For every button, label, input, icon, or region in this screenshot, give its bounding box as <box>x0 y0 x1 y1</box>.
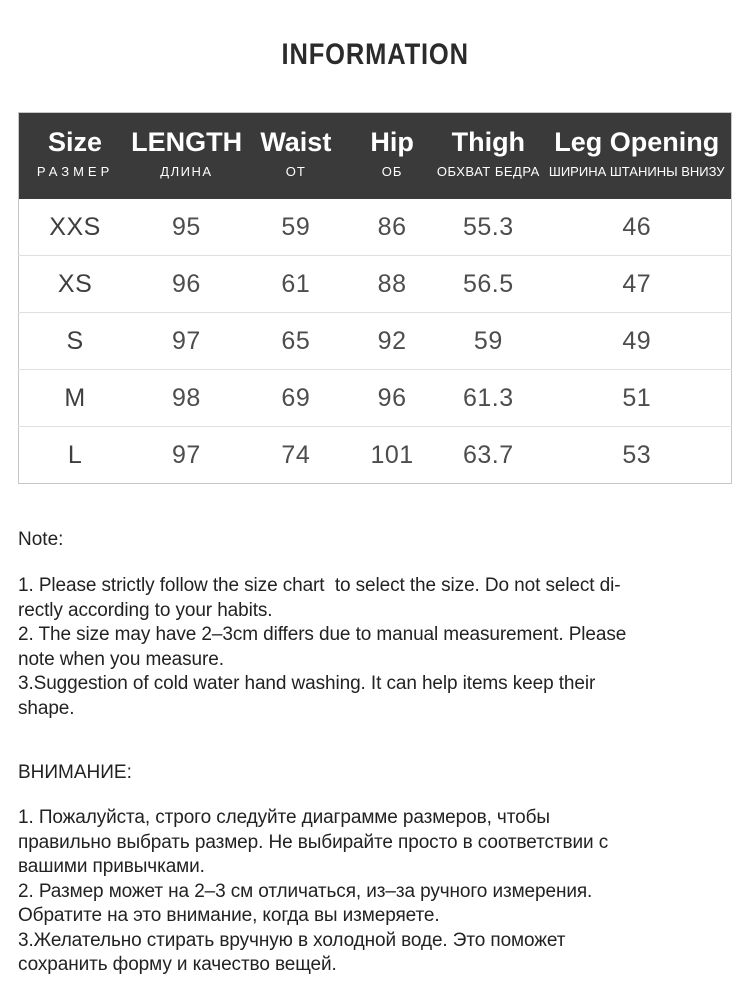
cell-size: XXS <box>49 212 101 241</box>
note-line: сохранить форму и качество вещей. <box>18 954 337 975</box>
note-line: 1. Пожалуйста, строго следуйте диаграмме размеров, чтобы <box>18 807 550 828</box>
header-sublabel-waist: ОТ <box>285 164 306 179</box>
note-heading-ru: ВНИМАНИЕ: <box>18 762 132 783</box>
page-title: INFORMATION <box>281 38 469 71</box>
cell-leg-opening: 53 <box>543 427 732 484</box>
table-row-s <box>19 313 732 370</box>
cell-waist: 74 <box>242 427 350 484</box>
header-label-size: Size <box>48 127 103 157</box>
header-cell-waist <box>242 113 350 200</box>
note-line: shape. <box>18 697 75 719</box>
cell-hip: 96 <box>350 370 434 427</box>
cell-thigh: 55.3 <box>462 212 514 241</box>
cell-waist: 59 <box>281 212 311 241</box>
header-sublabel-hip: ОБ <box>381 164 403 179</box>
header-cell-length <box>131 113 242 200</box>
size-table-body <box>19 199 732 484</box>
note-line: Обратите на это внимание, когда вы измеряете. <box>18 905 440 926</box>
cell-hip: 101 <box>350 427 434 484</box>
note-line: 1. Please strictly follow the size chart to select the size. Do not select di- <box>18 575 621 596</box>
note-section-en <box>18 528 732 721</box>
cell-thigh: 59 <box>434 313 542 370</box>
cell-size: M <box>19 370 132 427</box>
note-line: правильно выбрать размер. Не выбирайте просто в соответствии с <box>18 831 609 853</box>
cell-length: 97 <box>131 427 242 484</box>
table-row-xs <box>19 256 732 313</box>
cell-waist: 61 <box>242 256 350 313</box>
note-line: 2. The size may have 2–3cm differs due to manual measurement. Please <box>18 624 627 645</box>
note-line: 2. Размер может на 2–3 см отличаться, из–за ручного измерения. <box>18 880 593 902</box>
table-row-xxs <box>19 199 732 256</box>
header-sublabel-leg-opening: ШИРИНА ШТАНИНЫ ВНИЗУ <box>548 164 725 179</box>
cell-size: S <box>19 313 132 370</box>
header-label-leg-opening: Leg Opening <box>554 127 720 157</box>
size-table <box>18 112 732 484</box>
note-line: rectly according to your habits. <box>18 599 273 621</box>
table-row-m <box>19 370 732 427</box>
header-sublabel-size: РАЗМЕР <box>36 164 114 179</box>
cell-leg-opening: 46 <box>622 212 652 241</box>
size-table-container <box>18 112 732 484</box>
cell-length: 95 <box>171 212 201 241</box>
cell-length: 97 <box>131 313 242 370</box>
cell-hip: 88 <box>350 256 434 313</box>
header-sublabel-thigh: ОБХВАТ БЕДРА <box>436 164 540 179</box>
note-line: вашими привычками. <box>18 856 205 877</box>
cell-leg-opening: 51 <box>543 370 732 427</box>
header-label-hip: Hip <box>370 127 414 157</box>
cell-length: 96 <box>131 256 242 313</box>
header-cell-thigh <box>434 113 542 200</box>
cell-size: XS <box>19 256 132 313</box>
cell-hip: 86 <box>377 212 407 241</box>
cell-thigh: 56.5 <box>434 256 542 313</box>
header-cell-leg-opening <box>543 113 732 200</box>
note-body-ru <box>18 806 732 978</box>
note-body-en <box>18 574 732 721</box>
cell-thigh: 63.7 <box>434 427 542 484</box>
header-label-thigh: Thigh <box>451 127 526 157</box>
note-line: 3.Suggestion of cold water hand washing. It can help items keep their <box>18 673 596 694</box>
cell-size: L <box>19 427 132 484</box>
header-label-length: LENGTH <box>131 127 243 157</box>
cell-leg-opening: 47 <box>543 256 732 313</box>
cell-hip: 92 <box>350 313 434 370</box>
header-row <box>19 113 732 200</box>
header-cell-hip <box>350 113 434 200</box>
cell-length: 98 <box>131 370 242 427</box>
size-table-header <box>19 113 732 200</box>
cell-waist: 65 <box>242 313 350 370</box>
cell-leg-opening: 49 <box>543 313 732 370</box>
note-line: 3.Желательно стирать вручную в холодной воде. Это поможет <box>18 929 566 951</box>
note-heading-en: Note: <box>18 529 64 550</box>
header-sublabel-length: ДЛИНА <box>160 164 213 179</box>
note-section-ru <box>18 761 732 978</box>
cell-thigh: 61.3 <box>434 370 542 427</box>
note-line: note when you measure. <box>18 648 224 670</box>
header-label-waist: Waist <box>260 127 332 157</box>
page-header <box>0 38 750 72</box>
cell-waist: 69 <box>242 370 350 427</box>
table-row-l <box>19 427 732 484</box>
header-cell-size <box>19 113 132 200</box>
